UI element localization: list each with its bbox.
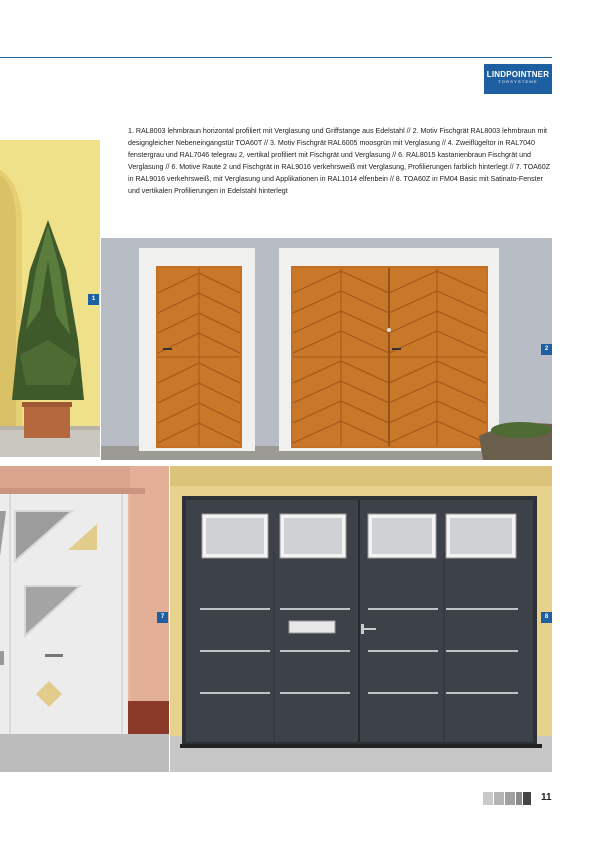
photo-caption: 1. RAL8003 lehmbraun horizontal profiliert mit Verglasung und Griffstange aus Edelstahl // 2. Motiv Fischgrät RAL8003 lehmbraun mit designgleicher Nebeneingangstür TOA60T // 3. Motiv Fischgrät RAL6005 moosgrün mit Verglasung // 4. Zweiflügeltor in RAL7040 fenstergrau und RAL7046 telegrau 2, vertikal profiliert mit Fischgrät und Verglasung // 6. RAL8015 kastanienbraun Fischgrät und Verglasung // 6. Motive Raute 2 und Fischgrät in RAL9016 verkehrsweiß mit Verglasung, Profilierungen farblich hinterlegt // 7. TOA60Z in RAL9016 verkehrsweiß, mit Verglasung und Applikationen in RAL1014 elfenbein // 8. TOA60Z in FM04 Basic mit Satinato-Fenster und vertikalen Profilierungen in Edelstahl hinterlegt	[128, 127, 551, 195]
footer-logo	[483, 792, 531, 805]
top-rule	[0, 57, 552, 58]
photo-1-image	[0, 140, 100, 457]
photo-7	[0, 466, 169, 772]
page-number: 11	[541, 792, 552, 803]
photo-1	[0, 140, 100, 457]
alu-tuere-logo-icon	[483, 792, 531, 805]
photo-8	[170, 466, 552, 772]
photo-2-image	[101, 238, 552, 460]
photo-7-image	[0, 466, 169, 772]
badge-2: 2	[541, 344, 552, 355]
badge-7: 7	[157, 612, 168, 623]
brand-logo	[484, 64, 552, 94]
photo-2	[101, 238, 552, 460]
photo-8-image	[170, 466, 552, 772]
brand-name: LINDPOINTNER	[486, 70, 550, 79]
badge-8: 8	[541, 612, 552, 623]
brand-tagline: TORSYSTEME	[498, 79, 538, 84]
badge-1: 1	[88, 294, 99, 305]
